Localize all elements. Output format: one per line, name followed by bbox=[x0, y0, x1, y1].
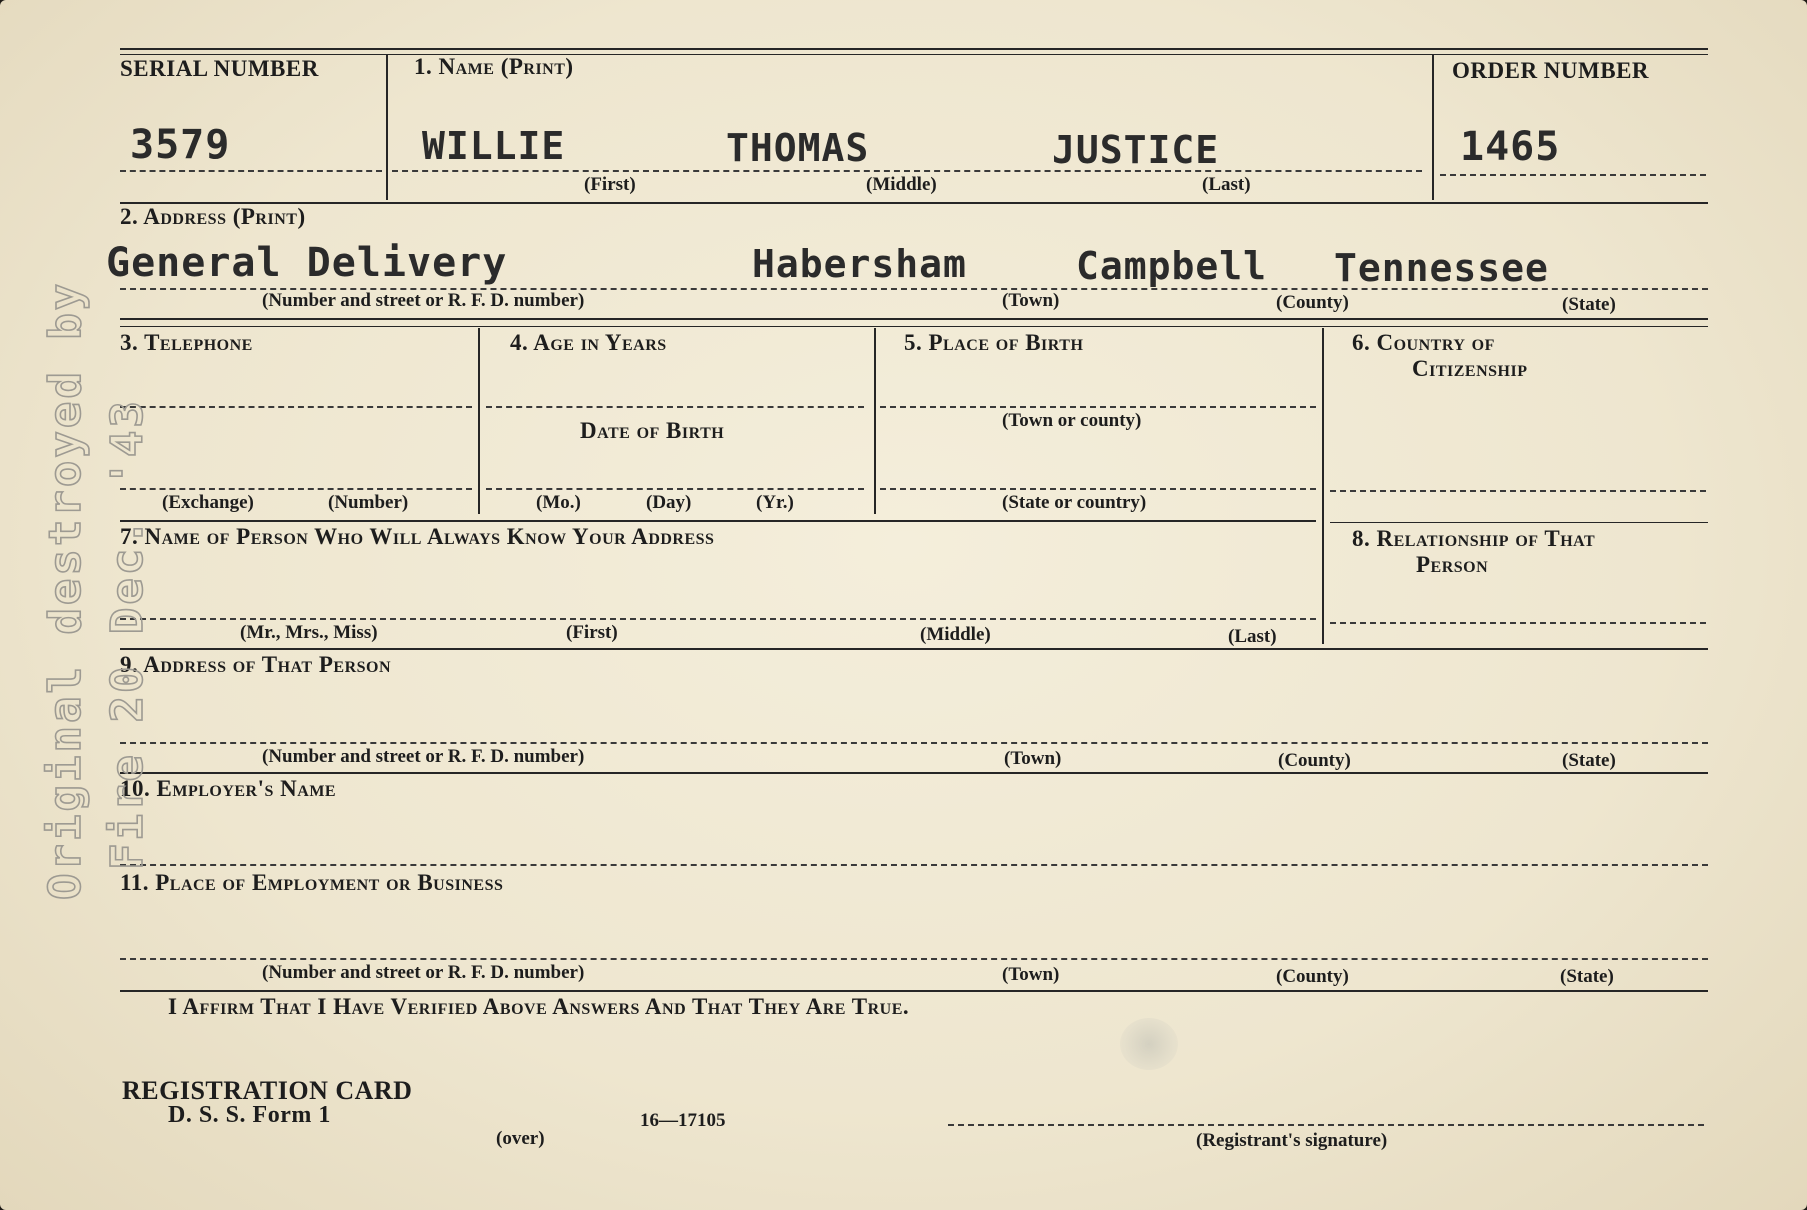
row3-rule-right bbox=[1330, 522, 1708, 523]
middle-caption: (Middle) bbox=[866, 174, 937, 195]
contact-address-county-caption: (County) bbox=[1278, 750, 1351, 771]
stamp-line-1: Original destroyed by bbox=[40, 280, 91, 900]
contact-first-caption: (First) bbox=[566, 622, 618, 643]
age-label: 4. Age in Years bbox=[510, 330, 667, 355]
serial-divider bbox=[386, 54, 388, 200]
dob-month-caption: (Mo.) bbox=[536, 492, 581, 513]
order-divider bbox=[1432, 54, 1434, 200]
row7-rule bbox=[120, 990, 1708, 992]
footer-title: REGISTRATION CARD bbox=[122, 1076, 413, 1105]
serial-underline bbox=[120, 170, 382, 172]
contact-person-label: 7. Name of Person Who Will Always Know Your Address bbox=[120, 524, 715, 549]
address-town-value: Habersham bbox=[752, 242, 967, 286]
last-name-value: JUSTICE bbox=[1052, 128, 1220, 172]
footer-form: D. S. S. Form 1 bbox=[168, 1102, 331, 1128]
citizenship-label-1: 6. Country of bbox=[1352, 330, 1495, 355]
order-underline bbox=[1440, 174, 1706, 176]
name-label: 1. Name (Print) bbox=[414, 54, 574, 79]
affirmation-text: I Affirm That I Have Verified Above Answers And That They Are True. bbox=[168, 994, 910, 1019]
telephone-exchange-caption: (Exchange) bbox=[162, 492, 254, 513]
address-county-value: Campbell bbox=[1076, 244, 1268, 288]
serial-number-value: 3579 bbox=[130, 122, 231, 168]
birthplace-divider bbox=[1322, 328, 1324, 644]
name-underline bbox=[392, 170, 1422, 172]
contact-address-state-caption: (State) bbox=[1562, 750, 1616, 771]
row4-rule bbox=[120, 648, 1708, 650]
address-street-value: General Delivery bbox=[106, 240, 508, 286]
address-state-caption: (State) bbox=[1562, 294, 1616, 315]
employment-street-caption: (Number and street or R. F. D. number) bbox=[262, 962, 585, 983]
last-caption: (Last) bbox=[1202, 174, 1251, 195]
contact-address-town-caption: (Town) bbox=[1004, 748, 1062, 769]
serial-number-label: SERIAL NUMBER bbox=[120, 56, 319, 81]
top-rule-inner bbox=[120, 54, 1708, 55]
address-county-caption: (County) bbox=[1276, 292, 1349, 313]
footer-code: 16—17105 bbox=[640, 1110, 726, 1131]
address-town-caption: (Town) bbox=[1002, 290, 1060, 311]
age-underline bbox=[486, 406, 864, 408]
pob-state-caption: (State or country) bbox=[1002, 492, 1147, 513]
employment-place-label: 11. Place of Employment or Business bbox=[120, 870, 504, 895]
citizenship-label-2: Citizenship bbox=[1412, 356, 1528, 381]
age-divider bbox=[874, 328, 876, 514]
address-street-caption: (Number and street or R. F. D. number) bbox=[262, 290, 585, 311]
first-name-value: WILLIE bbox=[422, 124, 566, 168]
stamp-line-2: Fire 20 Dec. '43 bbox=[102, 398, 153, 870]
relationship-label-2: Person bbox=[1416, 552, 1489, 577]
top-rule bbox=[120, 48, 1708, 50]
relationship-label-1: 8. Relationship of That bbox=[1352, 526, 1596, 551]
place-of-birth-label: 5. Place of Birth bbox=[904, 330, 1084, 355]
address-state-value: Tennessee bbox=[1334, 246, 1549, 290]
row2-rule-inner bbox=[120, 326, 1708, 327]
contact-address-underline bbox=[120, 742, 1708, 744]
citizenship-underline bbox=[1330, 490, 1706, 492]
ink-smudge bbox=[1120, 1018, 1178, 1070]
row2-rule bbox=[120, 318, 1708, 320]
contact-address-label: 9. Address of That Person bbox=[120, 652, 392, 677]
contact-mr-caption: (Mr., Mrs., Miss) bbox=[240, 622, 378, 643]
date-of-birth-label: Date of Birth bbox=[580, 418, 725, 443]
relationship-underline bbox=[1330, 622, 1706, 624]
contact-address-street-caption: (Number and street or R. F. D. number) bbox=[262, 746, 585, 767]
row1-rule bbox=[120, 202, 1708, 204]
telephone-label: 3. Telephone bbox=[120, 330, 253, 355]
contact-middle-caption: (Middle) bbox=[920, 624, 991, 645]
signature-caption: (Registrant's signature) bbox=[1196, 1130, 1388, 1151]
order-number-label: ORDER NUMBER bbox=[1452, 58, 1650, 83]
address-label: 2. Address (Print) bbox=[120, 204, 306, 229]
dob-underline bbox=[486, 488, 864, 490]
employment-state-caption: (State) bbox=[1560, 966, 1614, 987]
employer-label: 10. Employer's Name bbox=[120, 776, 337, 801]
destroyed-stamp bbox=[40, 280, 180, 900]
signature-line bbox=[948, 1124, 1704, 1126]
pob-town-caption: (Town or county) bbox=[1002, 410, 1142, 431]
order-number-value: 1465 bbox=[1460, 124, 1561, 170]
employment-county-caption: (County) bbox=[1276, 966, 1349, 987]
footer-over: (over) bbox=[496, 1128, 545, 1149]
row5-rule bbox=[120, 772, 1708, 774]
contact-underline bbox=[120, 618, 1316, 620]
employment-underline bbox=[120, 958, 1708, 960]
pob-state-underline bbox=[880, 488, 1316, 490]
pob-underline bbox=[880, 406, 1316, 408]
first-caption: (First) bbox=[584, 174, 636, 195]
contact-last-caption: (Last) bbox=[1228, 626, 1277, 647]
employer-underline bbox=[120, 864, 1708, 866]
middle-name-value: THOMAS bbox=[726, 126, 870, 170]
telephone-number-caption: (Number) bbox=[328, 492, 409, 513]
telephone-divider bbox=[478, 328, 480, 514]
dob-day-caption: (Day) bbox=[646, 492, 692, 513]
dob-year-caption: (Yr.) bbox=[756, 492, 794, 513]
row3-rule bbox=[120, 520, 1316, 522]
employment-town-caption: (Town) bbox=[1002, 964, 1060, 985]
